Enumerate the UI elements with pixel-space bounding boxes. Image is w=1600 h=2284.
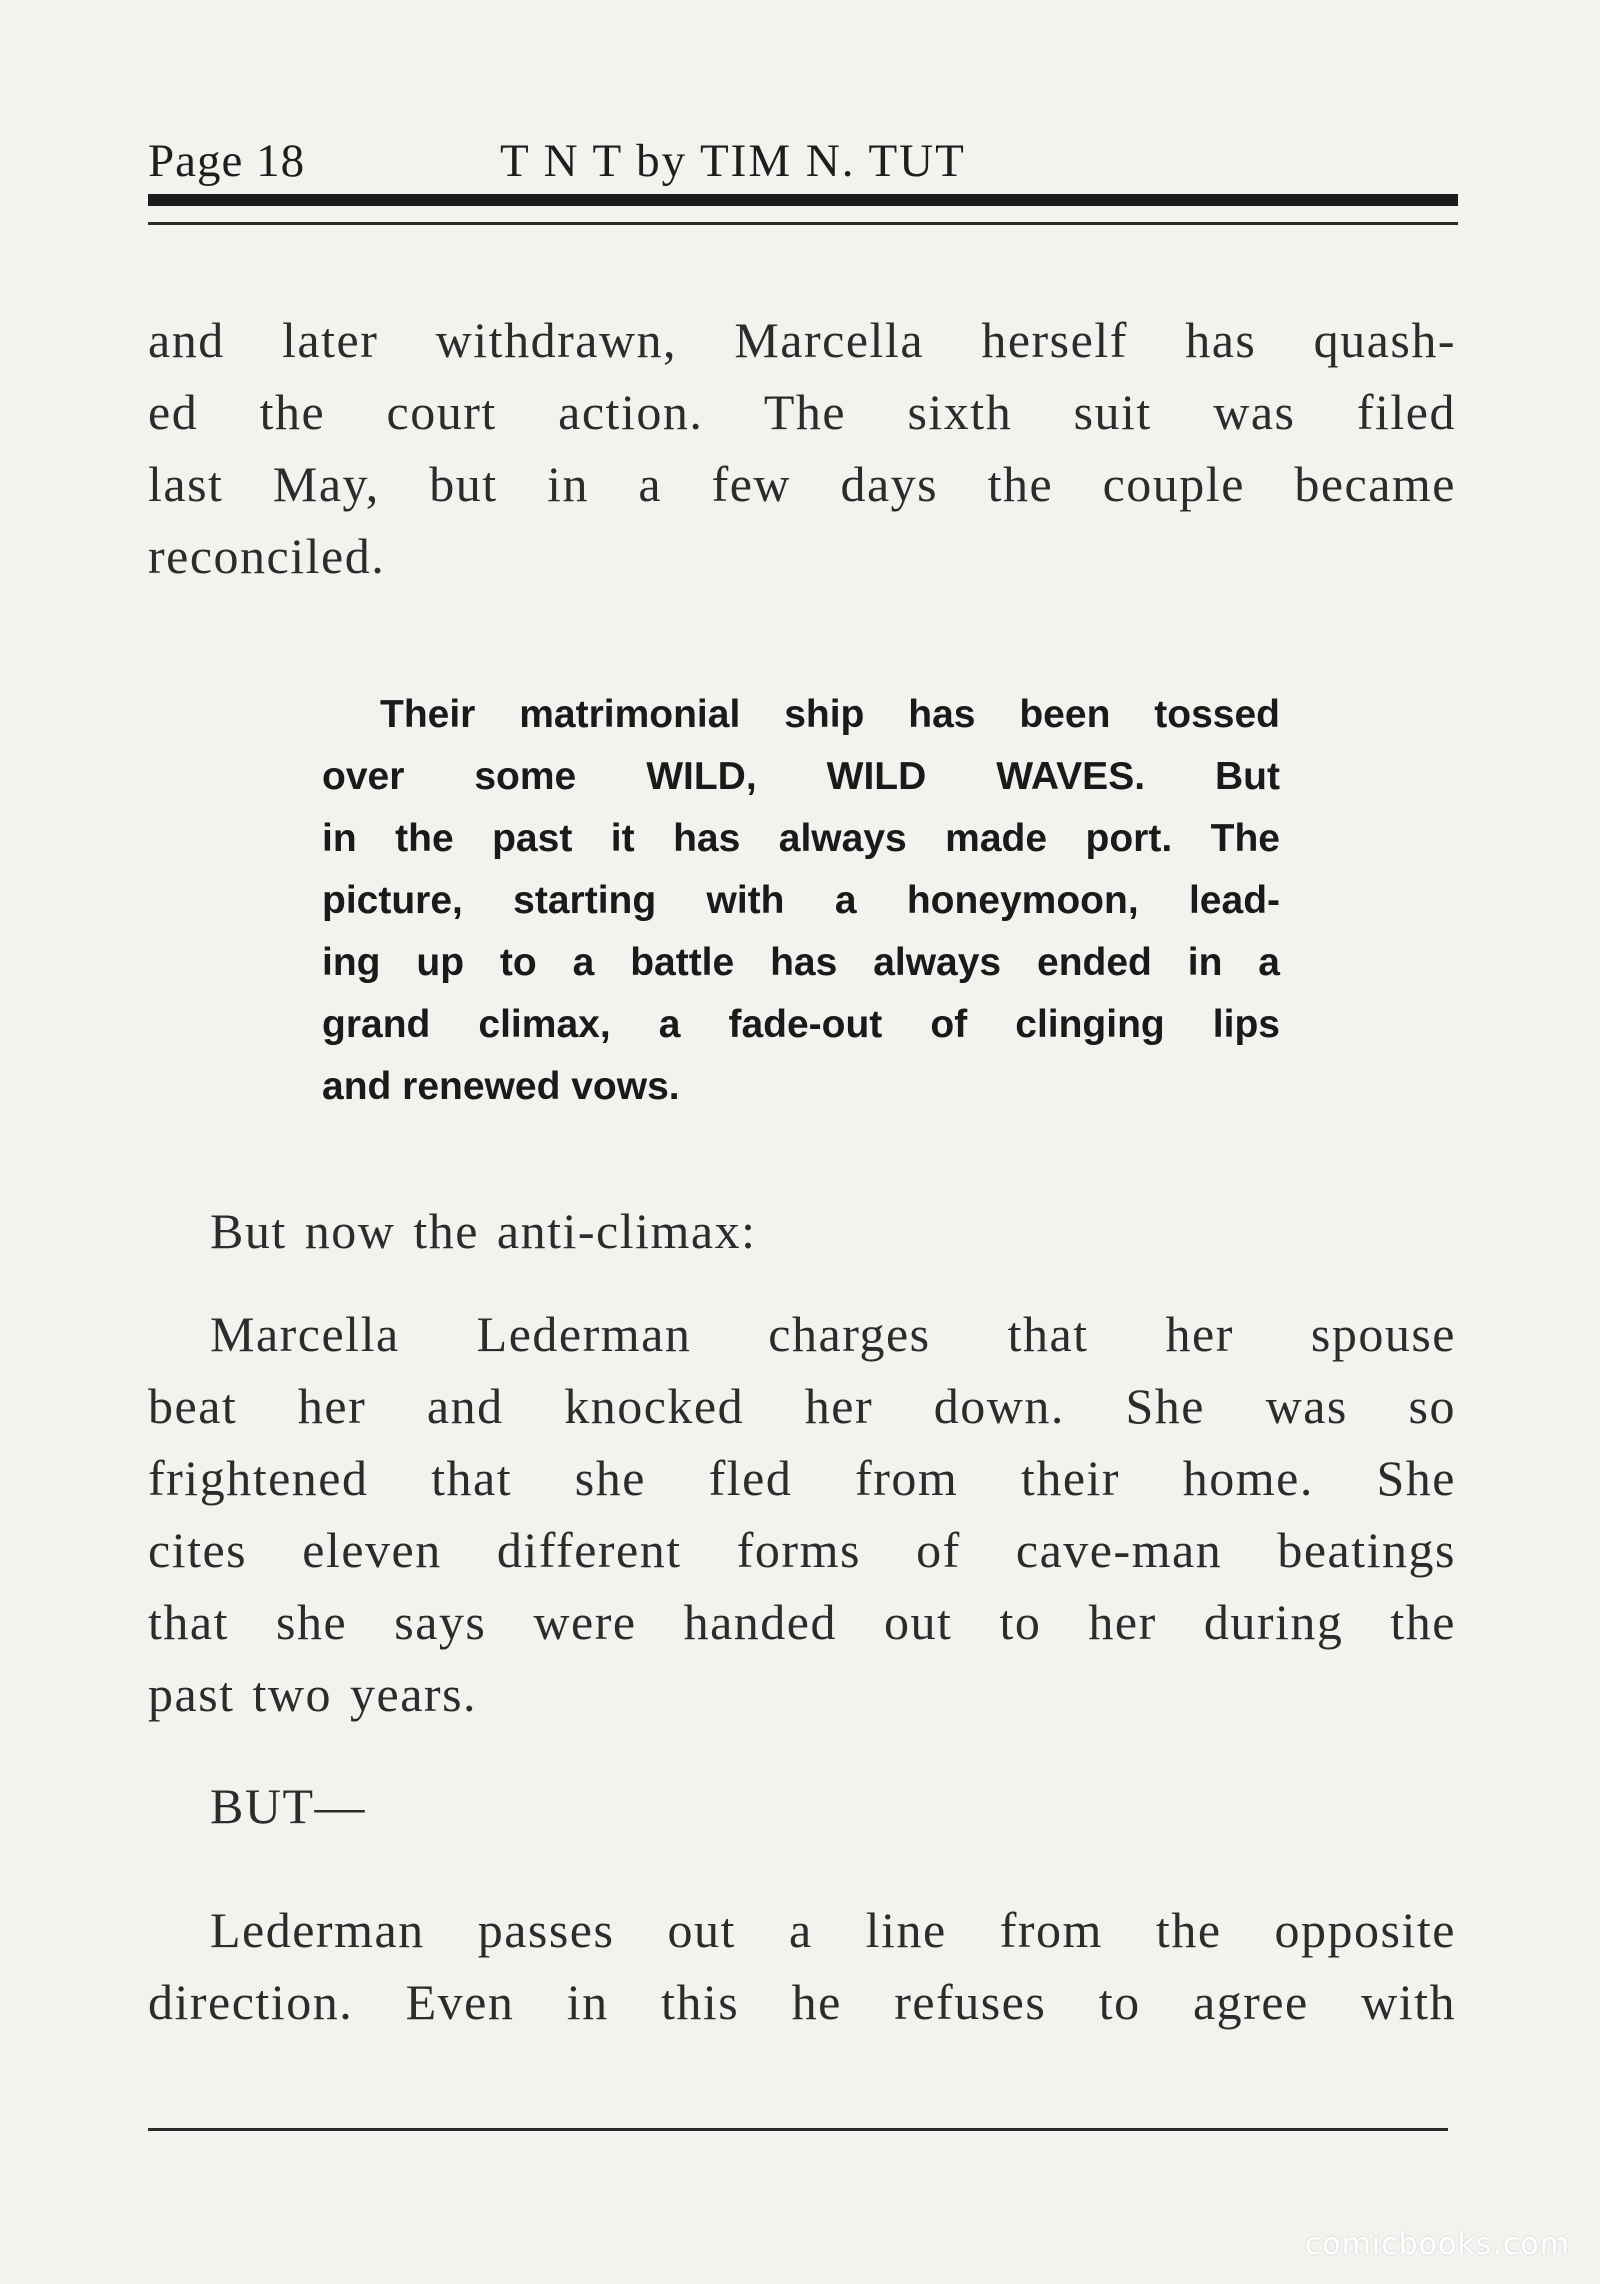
- paragraph-2: [148, 1195, 1456, 1267]
- text-line: cites eleven different forms of cave-man beatings: [148, 1522, 1456, 1578]
- text-line: last May, but in a few days the couple became: [148, 456, 1456, 512]
- text-line: ed the court action. The sixth suit was filed: [148, 384, 1456, 440]
- running-title: T N T by TIM N. TUT: [500, 135, 966, 187]
- text-line: direction. Even in this he refuses to agree with: [148, 1974, 1456, 2030]
- quote-line: picture, starting with a honeymoon, lead-: [322, 879, 1280, 922]
- text-line: and later withdrawn, Marcella herself has quash-: [148, 312, 1456, 368]
- header-thin-rule: [148, 222, 1458, 225]
- text-line: that she says were handed out to her during the: [148, 1594, 1456, 1650]
- text-line: Marcella Lederman charges that her spouse: [210, 1306, 1456, 1362]
- page-number: Page 18: [148, 135, 306, 187]
- text-line: past two years.: [148, 1666, 478, 1722]
- quote-line: grand climax, a fade-out of clinging lips: [322, 1003, 1280, 1046]
- quote-line: and renewed vows.: [322, 1065, 680, 1108]
- paragraph-3: [148, 1298, 1456, 1730]
- text-line: beat her and knocked her down. She was so: [148, 1378, 1456, 1434]
- paragraph-1: [148, 304, 1456, 592]
- quote-line: in the past it has always made port. The: [322, 817, 1280, 860]
- watermark: comicbooks.com: [1304, 2227, 1570, 2262]
- quote-line: Their matrimonial ship has been tossed: [380, 693, 1280, 736]
- footer-rule: [148, 2128, 1448, 2131]
- header-thick-rule: [148, 194, 1458, 206]
- paragraph-4: [148, 1770, 1456, 1842]
- bold-pull-quote: [322, 684, 1280, 1118]
- quote-line: ing up to a battle has always ended in a: [322, 941, 1280, 984]
- text-line: Lederman passes out a line from the opposite: [210, 1902, 1456, 1958]
- quote-line: over some WILD, WILD WAVES. But: [322, 755, 1280, 798]
- paragraph-5: [148, 1894, 1456, 2038]
- text-line: But now the anti-climax:: [210, 1203, 757, 1259]
- text-line: reconciled.: [148, 528, 386, 584]
- text-line: frightened that she fled from their home. She: [148, 1450, 1456, 1506]
- running-header: [148, 128, 1458, 188]
- text-line: BUT—: [210, 1778, 366, 1834]
